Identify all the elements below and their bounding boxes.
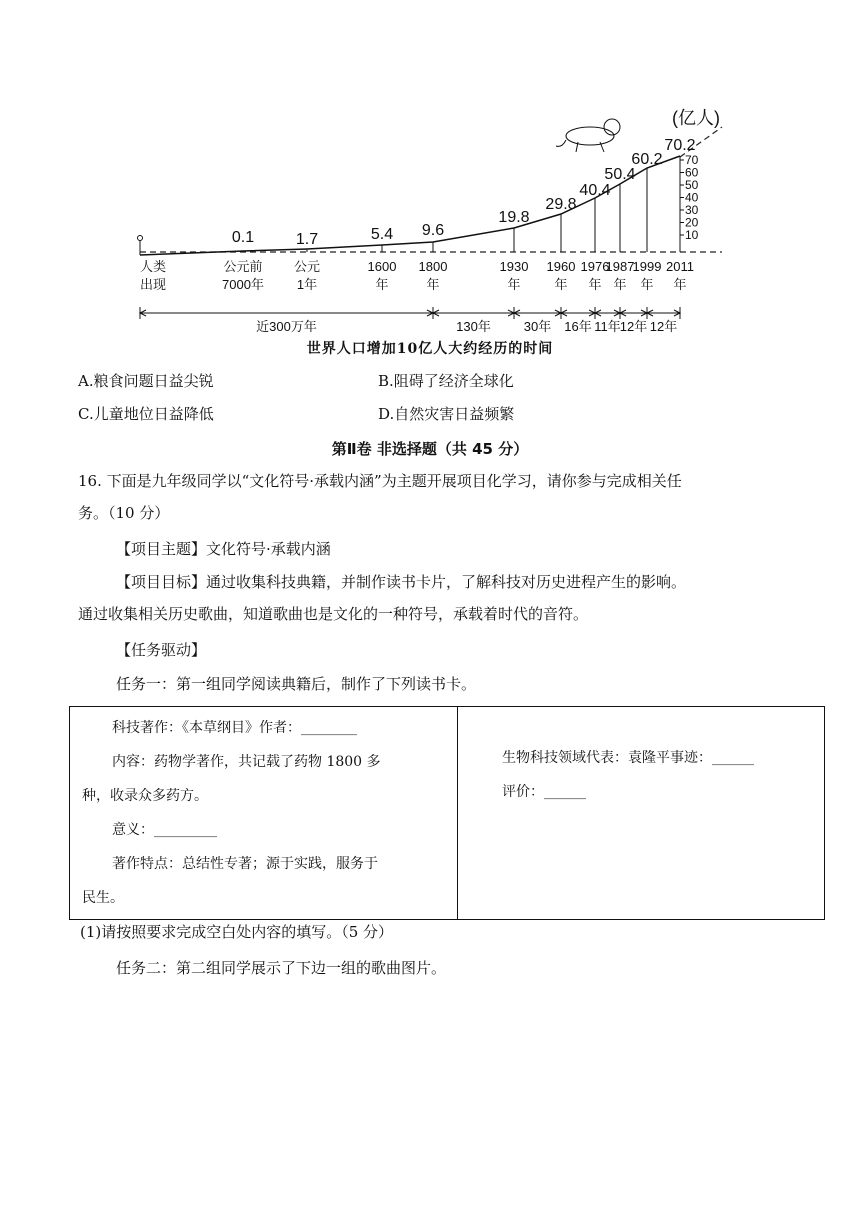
chart-value-label: 19.8 (498, 209, 530, 226)
x-tick-label: 年 (554, 277, 568, 292)
chart-caption: 世界人口增加10亿人大约经历的时间 (306, 341, 554, 357)
x-tick-label: 年 (426, 277, 440, 292)
interval-label: 130年 (456, 319, 491, 334)
x-tick-label: 7000年 (222, 277, 264, 292)
chart-value-label: 70.2 (664, 137, 696, 154)
chart-value-label: 5.4 (370, 226, 394, 243)
interval-label: 16年 (564, 319, 592, 334)
chart-value-label: 1.7 (295, 231, 319, 248)
reading-card (69, 706, 825, 920)
origin-person-icon (138, 236, 143, 241)
chart-value-label: 0.1 (231, 229, 255, 246)
interval-label: 30年 (523, 319, 552, 334)
x-tick-label: 年 (375, 277, 389, 292)
project-goal-line1: 【项目目标】通过收集科技典籍，并制作读书卡片，了解科技对历史进程产生的影响。 (116, 573, 687, 591)
x-tick-label: 年 (673, 277, 687, 292)
x-tick-label: 1800 (418, 259, 448, 274)
interval-label: 近300万年 (256, 319, 317, 334)
interval-label: 11年 (594, 319, 621, 334)
project-goal-line2: 通过收集相关历史歌曲，知道歌曲也是文化的一种符号，承载着时代的音符。 (78, 605, 589, 623)
x-tick-label: 1600 (367, 259, 397, 274)
x-tick-label: 年 (507, 277, 521, 292)
population-curve (140, 156, 680, 255)
crawling-baby-icon (566, 127, 614, 145)
x-tick-label: 出现 (140, 277, 167, 292)
y-tick-label: 20 (685, 215, 699, 230)
y-tick-label: 50 (685, 178, 699, 192)
reading-card-right (458, 707, 824, 919)
y-tick-label: 60 (685, 165, 699, 180)
chart-value-label: 40.4 (579, 182, 611, 199)
x-tick-label: 年 (588, 277, 602, 292)
x-tick-label: 1987 (605, 259, 635, 274)
card-features-line-cont: 民生。 (82, 890, 124, 906)
y-tick-label: 30 (685, 203, 699, 217)
y-tick-label: 70 (685, 153, 699, 167)
y-tick-label: 10 (685, 228, 699, 242)
chart-value-label: 50.4 (604, 166, 636, 183)
chart-unit-label: (亿人) (672, 108, 720, 128)
option-b: B.阻碍了经济全球化 (378, 372, 514, 390)
card-features-line: 著作特点：总结性专著；源于实践，服务于 (112, 856, 378, 872)
interval-label: 12年 (649, 319, 678, 334)
x-tick-label: 年 (613, 277, 627, 292)
option-d: D.自然灾害日益频繁 (378, 405, 515, 423)
card-book-line: 科技著作：《本草纲目》作者：________ (112, 720, 357, 736)
option-c: C.儿童地位日益降低 (78, 405, 214, 423)
card-content-line-cont: 种，收录众多药方。 (82, 788, 208, 804)
card-significance-line: 意义：_________ (112, 822, 217, 838)
crawling-baby-icon (556, 140, 604, 152)
x-tick-label: 人类 (140, 259, 167, 274)
question-16-intro-line1: 16. 下面是九年级同学以“文化符号·承载内涵”为主题开展项目化学习，请你参与完成相关任 (78, 472, 682, 490)
section-title: 第Ⅱ卷 非选择题（共 45 分） (331, 440, 529, 458)
project-theme: 【项目主题】文化符号·承载内涵 (116, 540, 331, 558)
chart-value-label: 60.2 (631, 151, 663, 168)
chart-value-label: 9.6 (421, 222, 445, 239)
task-two: 任务二：第二组同学展示了下边一组的歌曲图片。 (116, 959, 447, 977)
project-goal (78, 566, 838, 630)
reading-card-left (70, 707, 458, 919)
population-chart (0, 0, 860, 370)
sub-question-1: (1)请按照要求完成空白处内容的填写。（5 分） (80, 923, 394, 941)
card-yuan-longping-line: 生物科技领域代表：袁隆平事迹：______ (502, 750, 754, 766)
option-a: A.粮食问题日益尖锐 (78, 372, 214, 390)
x-tick-label: 1999 (632, 259, 662, 274)
x-tick-label: 年 (640, 277, 654, 292)
task-one: 任务一：第一组同学阅读典籍后，制作了下列读书卡。 (116, 675, 477, 693)
card-evaluation-line: 评价：______ (502, 784, 586, 800)
x-tick-label: 公元前 (223, 259, 263, 274)
task-drive: 【任务驱动】 (116, 641, 207, 659)
x-tick-label: 1960 (546, 259, 576, 274)
card-content-line: 内容：药物学著作，共记载了药物 1800 多 (112, 754, 381, 770)
x-tick-label: 公元 (293, 259, 321, 274)
x-tick-label: 1年 (296, 277, 318, 292)
x-tick-label: 2011 (666, 259, 694, 274)
x-tick-label: 1930 (499, 259, 529, 274)
x-tick-label: 1976 (580, 259, 610, 274)
y-tick-label: 40 (685, 190, 699, 205)
question-16-intro-line2: 务。（10 分） (78, 504, 170, 522)
chart-value-label: 29.8 (545, 196, 577, 213)
interval-label: 12年 (619, 319, 648, 334)
question-16-intro (78, 465, 838, 529)
